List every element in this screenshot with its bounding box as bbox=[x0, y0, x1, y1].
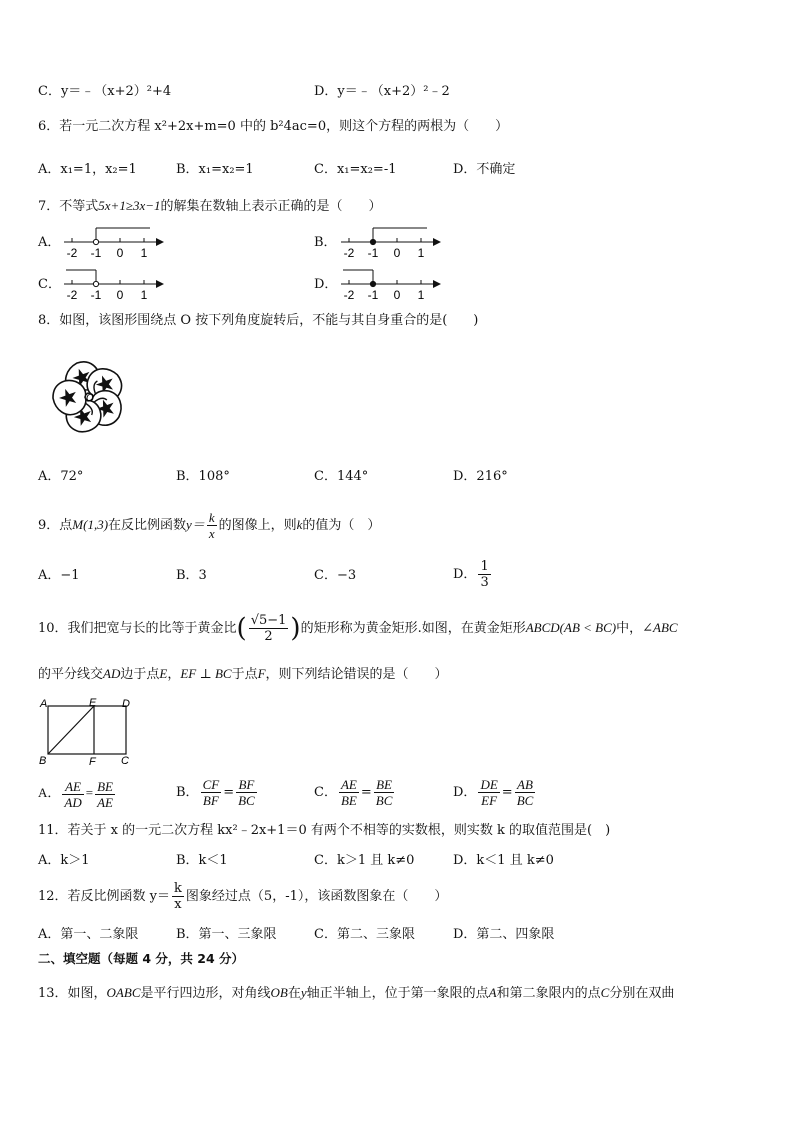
q10-option-d[interactable] bbox=[453, 776, 537, 810]
q12-option-c[interactable]: C．第二、三象限 bbox=[314, 927, 415, 942]
q8-option-a[interactable]: A．72° bbox=[38, 469, 84, 484]
fraction bbox=[62, 779, 83, 810]
fraction-den: AD bbox=[64, 794, 82, 810]
tick-label: -2 bbox=[343, 246, 355, 260]
label-d: D bbox=[122, 698, 130, 710]
tick-label: 1 bbox=[417, 288, 425, 302]
fraction-den: BF bbox=[202, 793, 219, 808]
equals: = bbox=[223, 785, 235, 800]
tick-label: 0 bbox=[393, 246, 401, 260]
q10-text: ，则下列结论错误的是（ ） bbox=[265, 667, 448, 682]
q7-option-d[interactable] bbox=[314, 276, 337, 294]
q10-seg-ad: AD bbox=[103, 666, 121, 681]
fraction-num: √5−1 bbox=[250, 613, 287, 628]
question-10-stem-line1: 10．我们把宽与长的比等于黄金比( $\frac{√5-1}{2}$ )的矩形称为黄金矩形.如图，在黄金矩形ABCD(AB < BC)中，∠ABC bbox=[38, 613, 678, 644]
q13-text: 分别在双曲 bbox=[609, 986, 675, 1001]
tick-label: 0 bbox=[393, 288, 401, 302]
q10-stem-mid2: 中， bbox=[616, 621, 643, 636]
section-2-title: 二、填空题（每题 4 分，共 24 分） bbox=[38, 951, 245, 966]
equals: = bbox=[360, 785, 372, 800]
q9-point: M(1,3) bbox=[72, 517, 109, 532]
q9-stem-mid2: 的图像上，则 bbox=[218, 518, 297, 533]
tick-label: 0 bbox=[116, 288, 124, 302]
q12-func-fraction bbox=[172, 881, 184, 912]
fraction-num: k bbox=[174, 881, 182, 896]
q10-golden-rectangle-figure bbox=[36, 696, 136, 768]
q7-stem-prefix: 7．不等式 bbox=[38, 199, 99, 214]
q7-option-c[interactable] bbox=[38, 276, 61, 294]
fraction bbox=[478, 777, 499, 808]
question-7-stem bbox=[38, 197, 382, 216]
tick-label: -1 bbox=[90, 288, 102, 302]
fraction-den: BC bbox=[516, 793, 534, 808]
fraction-den: BE bbox=[340, 793, 357, 808]
label-a: A bbox=[40, 698, 48, 710]
q7-option-d-label: D． bbox=[314, 277, 338, 292]
question-12-stem bbox=[38, 880, 447, 914]
option-label: A． bbox=[38, 785, 61, 800]
fraction-num: AE bbox=[62, 779, 83, 795]
fraction-den: 3 bbox=[480, 575, 489, 590]
fraction-num: BE bbox=[97, 778, 113, 794]
q9-func-fraction bbox=[207, 510, 217, 541]
q10-stem-mid: 的矩形称为黄金矩形.如图，在黄金矩形 bbox=[300, 621, 526, 636]
fraction-num: AB bbox=[515, 777, 536, 793]
q6-option-d[interactable]: D．不确定 bbox=[453, 162, 516, 177]
q13-text: 13．如图， bbox=[38, 986, 107, 1001]
q7-option-b-label: B． bbox=[314, 235, 337, 250]
fraction-num: BF bbox=[236, 777, 257, 793]
q10-option-a[interactable] bbox=[38, 776, 117, 810]
q10-point-f: F bbox=[257, 666, 266, 681]
q8-star-leaf-figure bbox=[38, 342, 140, 450]
q9-stem-mid: 在反比例函数 bbox=[108, 518, 187, 533]
q7-option-a[interactable] bbox=[38, 234, 60, 252]
q5-option-d[interactable]: D．y＝﹣（x+2）²﹣2 bbox=[314, 84, 450, 99]
fraction-num: AE bbox=[340, 777, 357, 792]
q11-option-a[interactable]: A．k＞1 bbox=[38, 853, 90, 868]
q7-inequality: 5x+1≥3x−1 bbox=[98, 198, 161, 213]
q13-text: 轴正半轴上，位于第一象限的点 bbox=[306, 986, 489, 1001]
fraction-den: 2 bbox=[264, 629, 273, 644]
q9-option-d-label: D． bbox=[453, 567, 477, 582]
question-8-stem: 8．如图，该图形围绕点 O 按下列角度旋转后，不能与其自身重合的是( ) bbox=[38, 313, 479, 328]
q9-option-b[interactable]: B．3 bbox=[176, 568, 207, 583]
q9-option-a[interactable]: A．−1 bbox=[38, 568, 80, 583]
option-label: D． bbox=[453, 785, 477, 800]
q9-stem-prefix: 9．点 bbox=[38, 518, 73, 533]
q8-option-c[interactable]: C．144° bbox=[314, 469, 369, 484]
option-label: B． bbox=[176, 785, 199, 800]
tick-label: 1 bbox=[417, 246, 425, 260]
tick-label: 0 bbox=[116, 246, 124, 260]
q12-option-b[interactable]: B．第一、三象限 bbox=[176, 927, 277, 942]
q13-point-a: A bbox=[488, 985, 497, 1000]
label-e: E bbox=[89, 697, 97, 709]
fraction-num: CF bbox=[202, 777, 220, 792]
equals: = bbox=[501, 785, 513, 800]
fraction bbox=[374, 777, 395, 808]
fraction bbox=[95, 779, 115, 810]
question-9-stem bbox=[38, 508, 380, 543]
q12-stem-suffix: 图象经过点（5，-1），该函数图象在（ ） bbox=[185, 889, 448, 904]
fraction-den: x bbox=[174, 897, 182, 912]
fraction-den: BC bbox=[375, 793, 393, 808]
q13-text: 在 bbox=[287, 986, 301, 1001]
q10-option-b[interactable] bbox=[176, 776, 259, 810]
q13-axis: y bbox=[300, 985, 307, 1000]
fraction-num: 1 bbox=[480, 559, 489, 574]
fraction bbox=[515, 777, 536, 808]
q9-option-d-fraction bbox=[478, 559, 490, 590]
fraction bbox=[339, 777, 359, 808]
q13-text: 和第二象限内的点 bbox=[496, 986, 601, 1001]
q10-condition: (AB < BC) bbox=[559, 620, 617, 635]
label-c: C bbox=[121, 755, 129, 767]
tick-label: -1 bbox=[90, 246, 102, 260]
q9-func-lhs: y＝ bbox=[186, 517, 205, 532]
q6-option-b[interactable]: B．x₁=x₂=1 bbox=[176, 162, 254, 177]
q11-option-d[interactable]: D．k＜1 且 k≠0 bbox=[453, 853, 554, 868]
tick-label: -2 bbox=[66, 246, 78, 260]
q6-option-c[interactable]: C．x₁=x₂=-1 bbox=[314, 162, 397, 177]
q7-option-a-label: A． bbox=[38, 235, 61, 250]
q12-option-a[interactable]: A．第一、二象限 bbox=[38, 927, 139, 942]
q10-text: ， bbox=[167, 667, 181, 682]
question-11-stem: 11．若关于 x 的一元二次方程 kx²﹣2x+1＝0 有两个不相等的实数根，则实数 k 的取值范围是( ) bbox=[38, 823, 611, 838]
q11-option-b[interactable]: B．k＜1 bbox=[176, 853, 228, 868]
q10-rect-name: ABCD bbox=[525, 620, 560, 635]
tick-label: 1 bbox=[140, 288, 148, 302]
q9-stem-suffix: 的值为（ ） bbox=[302, 518, 381, 533]
q9-func-num: k bbox=[208, 510, 215, 525]
q13-diagonal: OB bbox=[270, 985, 288, 1000]
fraction bbox=[236, 777, 257, 808]
q9-option-c[interactable]: C．−3 bbox=[314, 568, 357, 583]
q9-func-den: x bbox=[208, 526, 215, 541]
q9-option-d[interactable] bbox=[453, 558, 493, 592]
q9-var-k: k bbox=[296, 517, 303, 532]
q8-option-b[interactable]: B．108° bbox=[176, 469, 230, 484]
q7-option-c-label: C． bbox=[38, 277, 61, 292]
fraction bbox=[201, 777, 222, 808]
q13-shape: OABC bbox=[106, 985, 141, 1000]
tick-label: 1 bbox=[140, 246, 148, 260]
question-13-stem bbox=[38, 984, 674, 1003]
q5-option-c[interactable]: C．y＝﹣（x+2）²+4 bbox=[38, 84, 172, 99]
q11-option-c[interactable]: C．k＞1 且 k≠0 bbox=[314, 853, 415, 868]
q8-center-label: O bbox=[86, 393, 94, 404]
q10-golden-fraction bbox=[249, 613, 289, 644]
fraction-num: DE bbox=[480, 777, 498, 792]
equals: = bbox=[85, 785, 94, 800]
tick-label: -2 bbox=[66, 288, 78, 302]
fraction-den: BC bbox=[238, 793, 255, 808]
label-b: B bbox=[39, 755, 47, 767]
q10-angle: ∠ABC bbox=[642, 620, 678, 635]
q7-number-line-c bbox=[60, 266, 170, 302]
q8-option-d[interactable]: D．216° bbox=[453, 469, 508, 484]
q10-text: 于点 bbox=[231, 667, 258, 682]
q7-stem-suffix: 的解集在数轴上表示正确的是（ ） bbox=[160, 199, 382, 214]
q10-point-e: E bbox=[159, 666, 168, 681]
q10-text: 的平分线交 bbox=[38, 667, 104, 682]
q7-number-line-d bbox=[337, 266, 447, 302]
q10-text: 边于点 bbox=[120, 667, 160, 682]
question-6-stem: 6．若一元二次方程 x²+2x+m=0 中的 b²4ac=0，则这个方程的两根为（ ） bbox=[38, 119, 509, 134]
question-10-stem-line2 bbox=[38, 665, 448, 684]
fraction-den: AE bbox=[97, 794, 113, 810]
q12-stem-prefix: 12．若反比例函数 y＝ bbox=[38, 889, 171, 904]
tick-label: -1 bbox=[367, 246, 379, 260]
fraction-den: EF bbox=[481, 793, 498, 808]
option-label: C． bbox=[314, 785, 337, 800]
tick-label: -2 bbox=[343, 288, 355, 302]
q10-stem-prefix: 10．我们把宽与长的比等于黄金比 bbox=[38, 621, 237, 636]
fraction-num: BE bbox=[374, 777, 395, 793]
q13-text: 是平行四边形，对角线 bbox=[140, 986, 271, 1001]
q10-perpendicular: EF ⊥ BC bbox=[180, 666, 232, 681]
q12-option-d[interactable]: D．第二、四象限 bbox=[453, 927, 555, 942]
q10-option-c[interactable] bbox=[314, 776, 396, 810]
q7-number-line-b bbox=[337, 224, 447, 260]
q13-point-c: C bbox=[600, 985, 610, 1000]
label-f: F bbox=[89, 756, 96, 768]
q7-option-b[interactable] bbox=[314, 234, 337, 252]
tick-label: -1 bbox=[367, 288, 379, 302]
q7-number-line-a bbox=[60, 224, 170, 260]
q6-option-a[interactable]: A．x₁=1，x₂=1 bbox=[38, 162, 137, 177]
